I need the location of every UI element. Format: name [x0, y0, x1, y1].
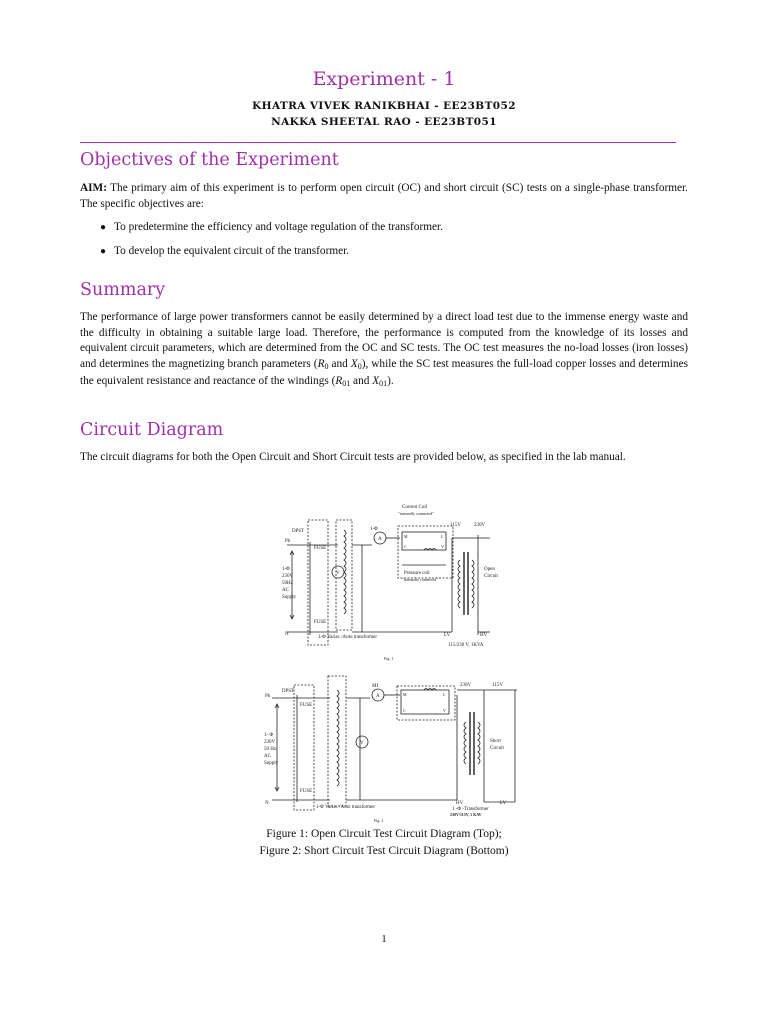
oc-current-coil-note: "internally connected" — [398, 511, 434, 516]
symbol-r0: R — [317, 357, 325, 370]
summary-heading: Summary — [80, 280, 166, 300]
symbol-r01: R — [335, 375, 343, 388]
oc-115v-label: 115V — [450, 523, 461, 528]
bullet-icon: ● — [100, 222, 107, 233]
sc-wattmeter-v: V — [443, 708, 446, 713]
aim-label: AIM: — [80, 182, 107, 194]
sc-wattmeter-l: L — [443, 692, 446, 697]
oc-diagram — [287, 520, 490, 645]
subscript: 0 — [324, 361, 329, 371]
sc-supply-line-3: 50 Hz — [264, 747, 277, 752]
oc-variac-label: 1-Φ Variac /Auto transformer — [318, 635, 378, 640]
sc-hv-label: HV — [456, 801, 464, 806]
sc-ammeter-symbol: A — [376, 694, 380, 699]
subscript: 01 — [379, 379, 388, 389]
circuit-heading: Circuit Diagram — [80, 420, 224, 440]
sc-dpst-label: DPST — [282, 689, 295, 694]
sc-fuse-bottom-label: FUSE — [300, 789, 313, 794]
sc-230v-label: 230V — [460, 683, 472, 688]
sc-transformer-label: 1 -Φ -Transformer — [452, 807, 489, 812]
sc-wattmeter-m: M — [403, 692, 407, 697]
sc-fuse-label: FUSE — [300, 703, 313, 708]
oc-neutral-label: N — [285, 632, 289, 637]
symbol-x0: X — [350, 357, 358, 370]
sc-voltmeter-symbol: V — [360, 741, 364, 746]
oc-meter-a-label: 1-Φ — [370, 527, 378, 532]
sc-short-circuit-line-1: Short — [490, 739, 501, 744]
oc-supply-line-4: AC — [282, 588, 289, 593]
oc-supply-line-3: 50Hz — [282, 581, 293, 586]
document-title: Experiment - 1 — [312, 68, 456, 90]
sc-short-circuit-line-2: Circuit — [490, 746, 504, 751]
oc-supply-line-5: Supply — [282, 595, 297, 600]
oc-open-circuit-line-1: Open — [484, 567, 495, 572]
oc-lv-label: LV — [444, 633, 451, 638]
oc-230v-label: 230V — [474, 523, 486, 528]
circuit-paragraph: The circuit diagrams for both the Open Circuit and Short Circuit tests are provided below, as specified in the lab manual. — [80, 451, 626, 463]
sc-rating-label: 230V/115V, 1 KAV — [450, 812, 482, 817]
oc-wattmeter-c: C — [404, 544, 407, 549]
aim-paragraph — [80, 181, 688, 212]
sc-lv-label: LV — [500, 801, 507, 806]
oc-wattmeter-v: V — [441, 544, 444, 549]
oc-voltmeter-symbol: V — [336, 571, 340, 576]
oc-supply-line-2: 230V — [282, 574, 294, 579]
summary-paragraph — [80, 310, 688, 392]
figure-caption-1: Figure 1: Open Circuit Test Circuit Diagram (Top); — [266, 828, 502, 840]
oc-pressure-coil-label: Pressure coil — [404, 571, 430, 576]
bullet-icon: ● — [100, 246, 107, 257]
objective-bullet-1 — [100, 220, 690, 235]
sc-ph-label: Ph — [265, 694, 271, 699]
sc-supply-line-2: 230V — [264, 740, 276, 745]
summary-text: ), while the SC test measures the full-load copper losses and determines the equivalent resistance and reactance of the windings ( — [80, 357, 688, 388]
oc-ammeter-symbol: A — [378, 537, 382, 542]
oc-wattmeter-m: M — [404, 534, 408, 539]
oc-rating-label: 115/230 V, 1KVA — [448, 643, 484, 648]
subscript: 0 — [357, 361, 362, 371]
oc-fuse-label: FUSE — [314, 546, 327, 551]
sc-fig-label: Fig. 2 — [374, 818, 384, 823]
summary-text: and — [328, 357, 351, 370]
oc-pressure-coil-note: "internally connected" — [402, 577, 438, 582]
author-1: KHATRA VIVEK RANIKBHAI - EE23BT052 — [252, 100, 516, 112]
summary-text: The performance of large power transformers cannot be easily determined by a direct load test due to the immense energy waste and the difficulty in obtaining a suitable large load. Therefore, the performance is computed from the knowledge of its losses and equivalent circuit parameters, which are determined from the OC and SC tests. The OC test measures the no-load losses (iron losses) and determines the magnetizing branch parameters ( — [80, 311, 688, 370]
bullet-text: To develop the equivalent circuit of the transformer. — [114, 245, 350, 257]
summary-text: and — [350, 375, 373, 388]
sc-supply-line-5: Supply — [264, 761, 279, 766]
author-2: NAKKA SHEETAL RAO - EE23BT051 — [271, 116, 497, 128]
aim-text: The primary aim of this experiment is to perform open circuit (OC) and short circuit (SC) tests on a single-phase transformer. The specific objectives are: — [80, 182, 688, 210]
subscript: 01 — [342, 379, 351, 389]
sc-variac-label: 1-Φ Variac /Auto transformer — [316, 805, 376, 810]
oc-wattmeter-l: L — [441, 534, 444, 539]
bullet-text: To predetermine the efficiency and voltage regulation of the transformer. — [114, 221, 443, 233]
oc-dpst-label: DPST — [292, 529, 305, 534]
figure-caption-2: Figure 2: Short Circuit Test Circuit Diagram (Bottom) — [259, 845, 509, 857]
oc-open-circuit-line-2: Circuit — [484, 574, 498, 579]
sc-mi-label: MI — [372, 684, 379, 689]
summary-text: ). — [387, 375, 394, 388]
oc-supply-line-1: 1-Φ — [282, 567, 290, 572]
sc-115v-label: 115V — [492, 683, 503, 688]
sc-supply-line-4: AC — [264, 754, 271, 759]
oc-fuse-bottom-label: FUSE — [314, 620, 327, 625]
sc-supply-line-1: 1- Φ — [264, 733, 274, 738]
oc-current-coil-label: Current Coil — [402, 505, 428, 510]
symbol-x01: X — [372, 375, 380, 388]
sc-neutral-label: N — [265, 801, 269, 806]
circuit-figure — [252, 490, 512, 823]
sc-wattmeter-c: C — [403, 708, 406, 713]
oc-ph-label: Ph — [285, 539, 291, 544]
title-rule — [80, 142, 676, 143]
page-number: 1 — [381, 933, 387, 945]
oc-fig-label: Fig. 1 — [384, 656, 394, 661]
objectives-heading: Objectives of the Experiment — [80, 150, 339, 170]
objective-bullet-2 — [100, 244, 690, 259]
oc-hv-label: HV — [480, 633, 488, 638]
